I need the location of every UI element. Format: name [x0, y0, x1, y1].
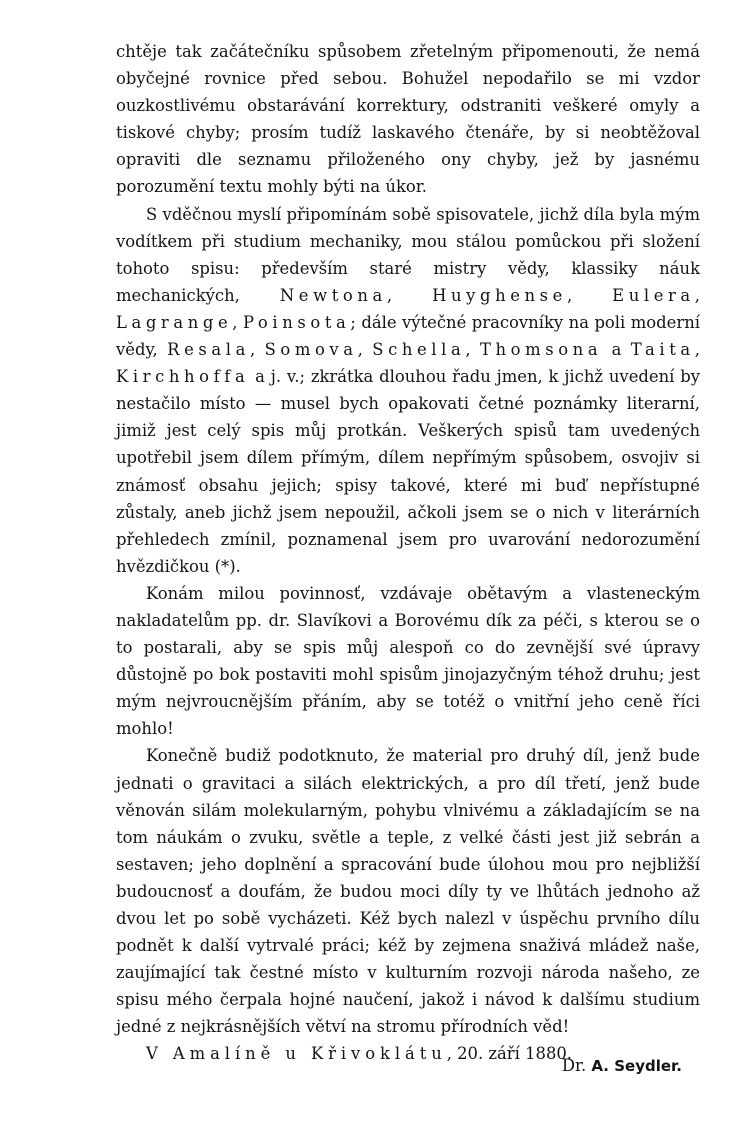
- author-huyghens: Huyghense: [432, 285, 567, 305]
- text-segment: ,: [566, 285, 613, 305]
- text-segment: ,: [465, 340, 480, 360]
- paragraph-publishers-thanks: Konám milou povinnosť, vzdávaje obětavým a vlasteneckým nakladatelům pp. dr. Slavíkovi a Borovému dík za péči, s kterou se o to postarali, aby se spis můj alespoň co do zevnější své úpravy důstojně po bok postaviti mohl spisům jinojazyčným téhož druhu; jest mým nejvroucnějším přáním, aby se totéž o vnitřní jeho ceně říci mohlo!: [116, 583, 700, 739]
- text-segment: ,: [232, 312, 243, 332]
- text-segment: ,: [249, 340, 265, 360]
- preface-text: [116, 38, 700, 1068]
- text-segment: ,: [694, 285, 701, 305]
- author-resal: Resala: [167, 340, 250, 360]
- text-segment: S vděčnou myslí připomínám sobě spisovatele, jichž díla byla mým vodítkem při studium mechaniky, mou stálou pomůckou při složení tohoto spisu: především staré mistry vědy, klassiky náuk mechanických,: [116, 204, 700, 305]
- text-segment: ,: [357, 340, 373, 360]
- paragraph-acknowledged-authors: [116, 201, 700, 580]
- author-somov: Somova: [264, 340, 358, 360]
- text-segment: a: [602, 340, 631, 360]
- author-newton: Newtona: [279, 285, 387, 305]
- text-segment: ,: [386, 285, 433, 305]
- text-segment: ; dále výtečné pracovníky na poli moderní vědy,: [116, 312, 701, 360]
- text-segment: a j. v.; zkrátka dlouhou řadu jmen, k jichž uvedení by nestačilo místo — musel bych opakovati četné poznámky literarní, jimiž jest celý spis můj protkán. Veškerých spisů tam uvedených upotřebil jsem dílem přímým, dílem nepřímým spůsobem, osvojiv si známosť obsahu jejich; spisy takové, které mi buď nepřístupné zůstaly, aneb jichž jsem nepoužil, ačkoli jsem se o nich v literárních přehledech zmínil, poznamenal jsem pro uvarování nedorozumění hvězdičkou (*).: [116, 367, 700, 576]
- author-signature: [562, 1056, 682, 1075]
- dateline-place: V Amalíně u Křivoklátu: [146, 1044, 447, 1064]
- dateline-date: , 20. září 1880.: [446, 1044, 573, 1064]
- author-tait: Taita: [630, 340, 695, 360]
- author-schell: Schella: [372, 340, 466, 360]
- author-poinsot: Poinsota: [242, 312, 351, 332]
- paragraph-future-volumes: Konečně budiž podotknuto, že material pro druhý díl, jenž bude jednati o gravitaci a silách elektrických, a pro díl třetí, jenž bude věnován silám molekularným, pohybu vlnivému a základajícím se na tom náukám o zvuku, světle a teple, z velké části jest již sebrán a sestaven; jeho doplnění a spracování bude úlohou mou pro nejbližší budoucnosť a doufám, že budou moci díly ty ve lhůtách jednoho až dvou let po sobě vycházeti. Kéž bych nalezl v úspěchu prvního dílu podnět k další vytrvalé práci; kéž by zejmena snaživá mládež naše, zaujímající tak čestné místo v kulturním rozvoji národa našeho, ze spisu mého čerpala hojné naučení, jakož i návod k dalšímu studium jedné z nejkrásnějších větví na stromu přírodních věd!: [116, 746, 700, 1037]
- author-thomson: Thomsona: [479, 340, 603, 360]
- paragraph-corrections: chtěje tak začátečníku spůsobem zřetelným připomenouti, že nemá obyčejné rovnice před sebou. Bohužel nepodařilo se mi vzdor ouzkostlivému obstarávání korrektury, odstraniti veškeré omyly a tiskové chyby; prosím tudíž laskavého čtenáře, by si neobtěžoval opraviti dle seznamu přiloženého ony chyby, jež by jasnému porozumění textu mohly býti na úkor.: [116, 42, 700, 197]
- author-lagrange: Lagrange: [116, 312, 233, 332]
- signature-title: Dr.: [561, 1056, 587, 1075]
- signature-name: A. Seydler.: [591, 1057, 682, 1075]
- author-euler: Eulera: [612, 285, 695, 305]
- text-segment: ,: [694, 340, 700, 360]
- author-kirchhoff: Kirchhoffa: [116, 367, 250, 387]
